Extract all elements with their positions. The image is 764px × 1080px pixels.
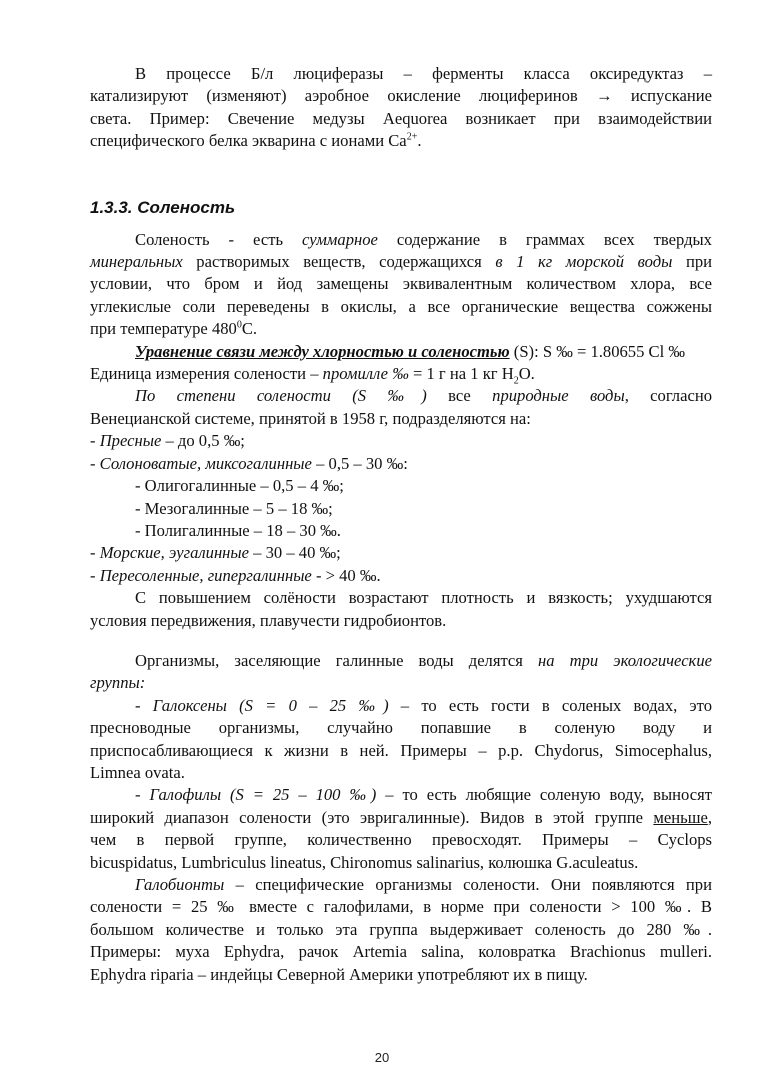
density-line: С повышением солёности возрастают плотность и вязкость; ухудшаются xyxy=(135,588,712,608)
sub-list-item: - Полигалинные – 18 – 30 ‰. xyxy=(135,520,341,540)
halophil-line: широкий диапазон солености (это эвригалинные). Видов в этой группе меньше, xyxy=(90,807,712,827)
groups-line: группы: xyxy=(90,673,146,693)
definition-line: минеральных растворимых веществ, содержащихся в 1 кг морской воды при xyxy=(90,252,712,272)
spacer xyxy=(90,632,712,650)
section-heading: 1.3.3. Соленость xyxy=(90,197,236,217)
halobiont-line: большом количестве и только эта группа выдерживает соленость до 280 ‰. xyxy=(90,919,712,939)
classification-intro: Венецианской системе, принятой в 1958 г, подразделяются на: xyxy=(90,408,531,428)
equation-line: Уравнение связи между хлорностью и соленостью (S): S ‰ = 1.80655 Cl ‰ xyxy=(135,341,685,361)
halophil-line: bicuspidatus, Lumbriculus lineatus, Chironomus salinarius, колюшка G.aculeatus. xyxy=(90,852,639,872)
haloxen-line: пресноводные организмы, случайно попавшие в соленую воду и xyxy=(90,718,712,738)
definition-line: условии, что бром и йод замещены эквивалентным количеством хлора, все xyxy=(90,274,712,294)
list-item: - Пресные – до 0,5 ‰; xyxy=(90,431,245,451)
haloxen-line: - Галоксены (S = 0 – 25 ‰) – то есть гости в соленых водах, это xyxy=(135,695,712,715)
sub-list-item: - Олигогалинные – 0,5 – 4 ‰; xyxy=(135,476,344,496)
unit-line: Единица измерения солености – промилле ‰ = 1 г на 1 кг $Н_2О$. xyxy=(90,364,535,387)
intro-line: специфического белка экварина с ионами $Са^{2+}$. xyxy=(90,131,422,151)
density-line: условия передвижения, плавучести гидробионтов. xyxy=(90,610,447,630)
haloxen-line: Limnea ovata. xyxy=(90,762,185,782)
sub-list-item: - Мезогалинные – 5 – 18 ‰; xyxy=(135,498,333,518)
page-number: 20 xyxy=(374,1050,390,1065)
groups-line: Организмы, заселяющие галинные воды делятся на три экологические xyxy=(135,650,712,670)
intro-line: В процессе Б/л люциферазы – ферменты класса оксиредуктаз – xyxy=(135,64,712,83)
halophil-line: - Галофилы (S = 25 – 100 ‰) – то есть любящие соленую воду, выносят xyxy=(135,785,712,805)
definition-line: углекислые соли переведены в окислы, а все органические вещества сожжены xyxy=(90,296,712,316)
halophil-line: чем в первой группе, количественно превосходят. Примеры – Cyclops xyxy=(90,830,712,850)
list-item: - Солоноватые, миксогалинные – 0,5 – 30 ‰: xyxy=(90,453,408,473)
page-content xyxy=(90,63,712,986)
halobiont-line: Галобионты – специфические организмы солености. Они появляются при xyxy=(135,875,712,894)
halobiont-line: Ephydra riparia – индейцы Северной Америки употребляют их в пищу. xyxy=(90,964,588,984)
classification-intro: По степени солености (S ‰) все природные воды, согласно xyxy=(135,386,712,406)
halobiont-line: Примеры: муха Ephydra, рачок Artemia salina, коловратка Brachionus mulleri. xyxy=(90,942,712,962)
halobiont-line: солености = 25 ‰ вместе с галофилами, в норме при солености > 100 ‰. В xyxy=(90,897,712,917)
list-item: - Морские, эугалинные – 30 – 40 ‰; xyxy=(90,543,341,563)
definition-line: при температуре $480^0С$. xyxy=(90,319,258,339)
intro-line: катализируют (изменяют) аэробное окисление люциферинов → испускание xyxy=(90,86,712,106)
intro-line: света. Пример: Свечение медузы Aequorea возникает при взаимодействии xyxy=(90,108,712,128)
list-item: - Пересоленные, гипергалинные - > 40 ‰. xyxy=(90,565,381,585)
definition-line: Соленость - есть суммарное содержание в граммах всех твердых xyxy=(135,229,712,249)
haloxen-line: приспосабливающиеся к жизни в ней. Примеры – р.р. Chydorus, Simocephalus, xyxy=(90,740,712,760)
